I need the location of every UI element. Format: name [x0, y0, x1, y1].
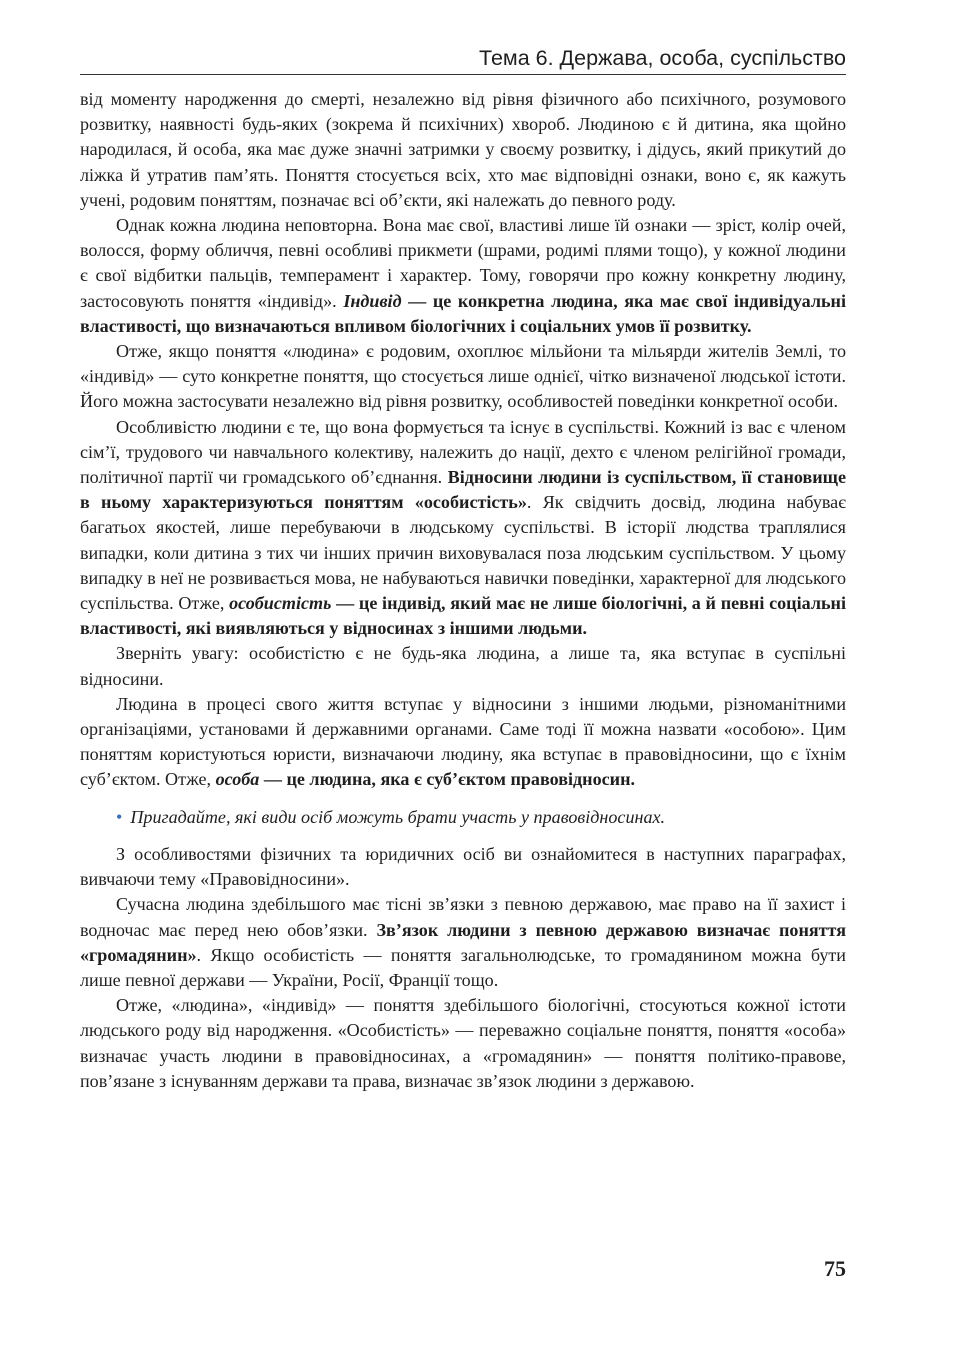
bold-definition: Відносини людини із суспільством, її становище в ньому характеризуються поняттям «особистість»: [80, 467, 846, 513]
bold-definition: — це людина, яка є суб’єктом правовідносин.: [259, 769, 636, 790]
textbook-page: [80, 0, 846, 1360]
paragraph: [80, 87, 846, 213]
paragraph: [80, 692, 846, 793]
term: особа: [215, 769, 260, 790]
text-run: Особливістю людини є те, що вона формується та існує в суспільстві. Кожний із вас є членом сім’ї, трудового чи навчального колективу, належить до нації, дехто є членом релігійної громади, політичної партії чи громадського об’єднання.: [80, 416, 846, 488]
text-run: Пригадайте, які види осіб можуть брати участь у правовідносинах.: [130, 806, 666, 827]
bold-definition: Зв’язок людини з певною державою визначає поняття «громадянин»: [80, 919, 846, 965]
text-run: Сучасна людина здебільшого має тісні зв’язки з певною державою, має право на її захист і водночас має перед нею обов’язки.: [80, 894, 846, 940]
term: Індивід: [343, 290, 402, 311]
paragraph: [80, 842, 846, 892]
running-head: Тема 6. Держава, особа, суспільство: [479, 46, 846, 70]
paragraph: [80, 213, 846, 339]
text-run: Людина в процесі свого життя вступає у відносини з іншими людьми, різноманітними організаціями, установами й державними органами. Саме тоді її можна назвати «особою». Цим поняттям користуються юристи, визначаючи людину, яка вступає в правовідносини, що є їхнім суб’єктом. Отже,: [80, 693, 846, 790]
page-number: 75: [824, 1256, 846, 1281]
text-run: від моменту народження до смерті, незалежно від рівня фізичного або психічного, розумового розвитку, наявності будь-яких (зокрема й психічних) хвороб. Людиною є й дитина, яка щойно народилася, й особа, яка має дуже значні затримки у своєму розвитку, і дідусь, який прикутий до ліжка й утратив пам’ять. Поняття стосується всіх, хто має відповідні ознаки, воно є, як кажуть учені, родовим поняттям, позначає всі об’єкти, які належать до певного роду.: [80, 89, 846, 210]
paragraph: [80, 641, 846, 691]
text-run: . Якщо особистість — поняття загальнолюдське, то громадянином можна бути лише певної держави — України, Росії, Франції тощо.: [80, 944, 846, 990]
paragraph: [80, 339, 846, 415]
bold-definition: — це індивід, який має не лише біологічні, а й певні соціальні властивості, які виявляються у відносинах з іншими людьми.: [80, 593, 846, 639]
bullet-icon: •: [116, 806, 123, 827]
bold-definition: — це конкретна людина, яка має свої індивідуальні властивості, що визначаються впливом біологічних і соціальних умов її розвитку.: [80, 290, 847, 336]
header-rule: [80, 74, 846, 75]
text-run: Отже, «людина», «індивід» — поняття здебільшого біологічні, стосуються кожної істоти людського роду від народження. «Особистість» — переважно соціальне поняття, поняття «особа» визначає участь людини в правовідносинах, а «громадянин» — поняття політико-правове, пов’язане з існуванням держави та права, визначає зв’язок людини з державою.: [80, 995, 846, 1091]
term: особистість: [229, 593, 332, 614]
text-run: Однак кожна людина неповторна. Вона має свої, властиві лише їй ознаки — зріст, колір очей, волосся, форму обличчя, певні особливі прикмети (шрами, родимі плями тощо), у кожної людини є свої відбитки пальців, темперамент і характер. Тому, говорячи про кожну конкретну людину, застосовують поняття «індивід».: [80, 215, 846, 311]
text-run: Зверніть увагу: особистістю є не будь-яка людина, а лише та, яка вступає в суспільні відносини.: [80, 643, 846, 689]
text-run: З особливостями фізичних та юридичних осіб ви ознайомитеся в наступних параграфах, вивчаючи тему «Правовідносини».: [80, 843, 846, 890]
body-text: [80, 87, 846, 1094]
paragraph: [80, 415, 846, 642]
text-run: Отже, якщо поняття «людина» є родовим, охоплює мільйони та мільярди жителів Землі, то «індивід» — суто конкретне поняття, що стосується лише однієї, чітко визначеної людської істоти. Його можна застосувати незалежно від рівня розвитку, особливостей поведінки конкретної особи.: [80, 341, 846, 412]
paragraph: [80, 892, 846, 993]
text-run: . Як свідчить досвід, людина набуває багатьох якостей, лише перебуваючи в людському суспільстві. В історії людства траплялися випадки, коли дитина з тих чи інших причин виховувалася поза людським суспільством. У цьому випадку в неї не розвивається мова, не набуваються навички поведінки, характерної для людського суспільства. Отже,: [80, 492, 846, 614]
question-prompt: [80, 805, 846, 830]
paragraph: [80, 993, 846, 1094]
